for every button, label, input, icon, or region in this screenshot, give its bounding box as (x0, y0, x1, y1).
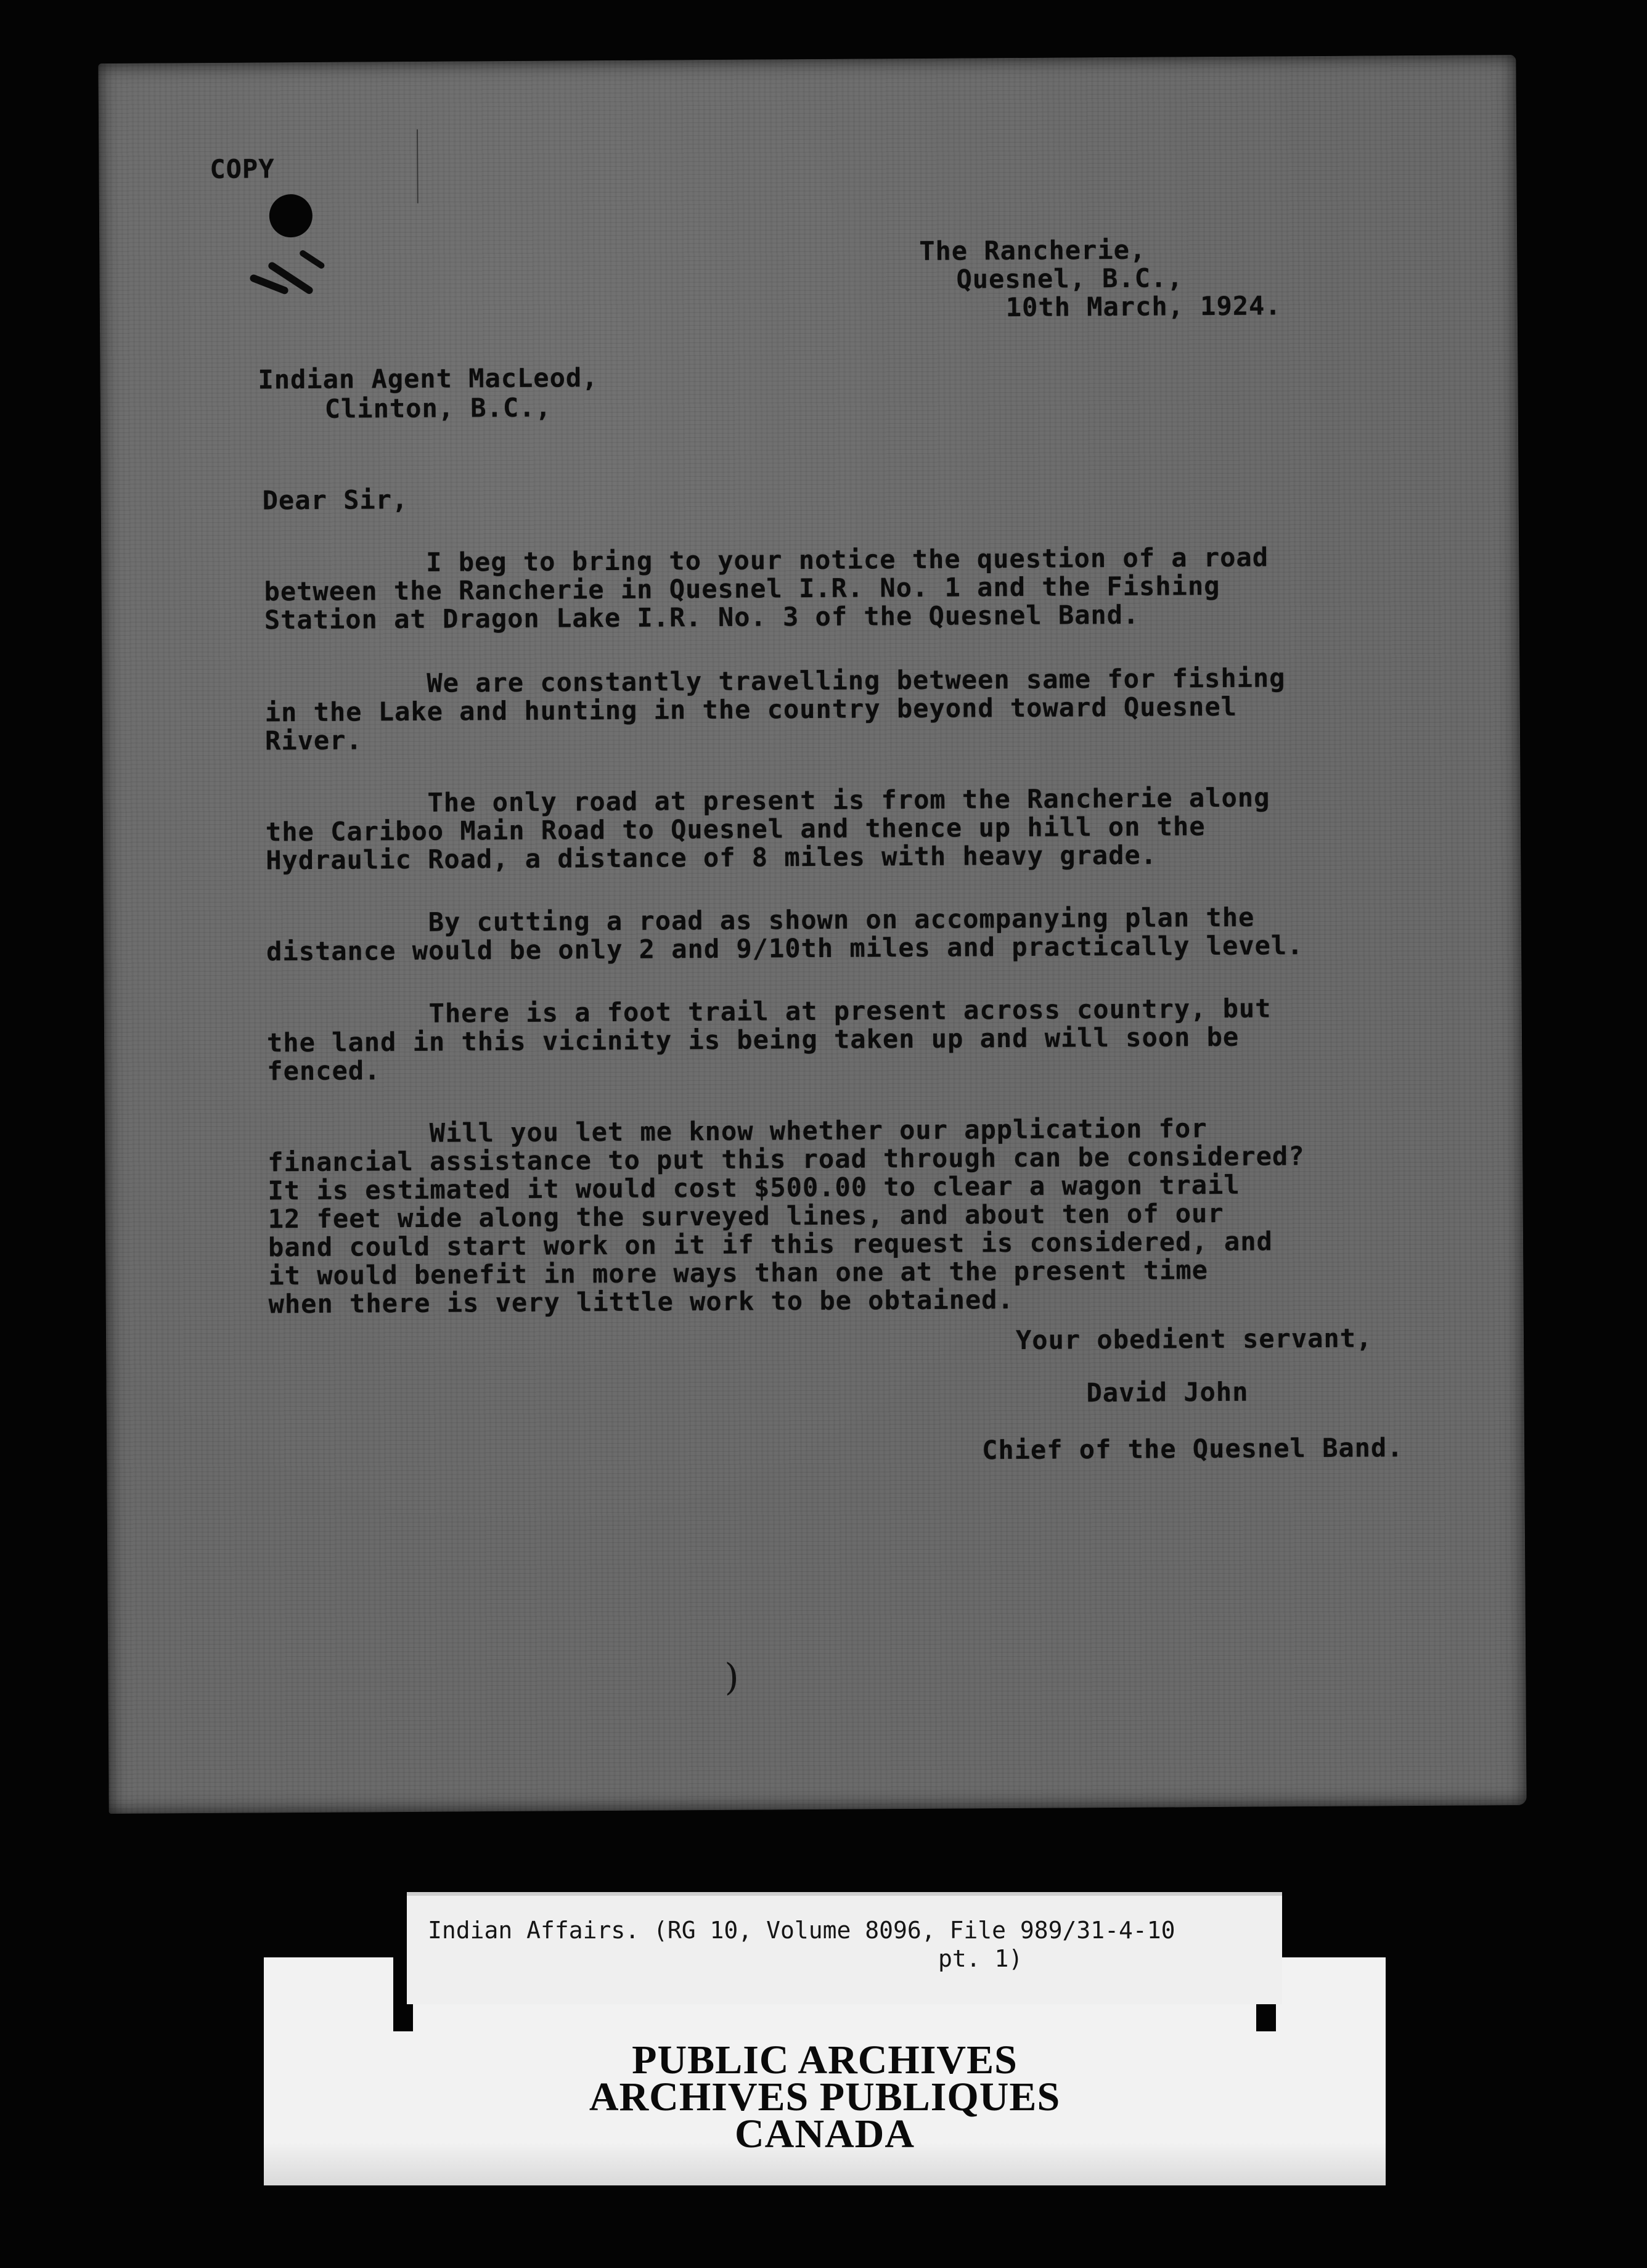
body-line: By cutting a road as shown on accompanying plan the (266, 902, 1255, 939)
copy-label: COPY (210, 153, 275, 184)
body-line: I beg to bring to your notice the question of a road (264, 542, 1269, 579)
signatory-name: David John (1086, 1376, 1249, 1408)
body-line: distance would be only 2 and 9/10th miles and practically level. (266, 930, 1304, 967)
body-line: We are constantly travelling between same for fishing (264, 663, 1286, 700)
archive-reference-line1: Indian Affairs. (RG 10, Volume 8096, File 989/31-4-10 (428, 1917, 1175, 1944)
body-line: in the Lake and hunting in the country beyond toward Quesnel (264, 691, 1238, 728)
sender-address-line1: The Rancherie, (919, 234, 1146, 266)
body-line: It is estimated it would cost $500.00 to clear a wagon trail (268, 1169, 1240, 1206)
body-line: when there is very little work to be obtained. (268, 1284, 1014, 1320)
staple-mark (247, 247, 328, 303)
body-line: Hydraulic Road, a distance of 8 miles with heavy grade. (266, 839, 1158, 876)
pencil-mark: ) (724, 1655, 739, 1699)
archive-stamp-line2: ARCHIVES PUBLIQUES (589, 2074, 1061, 2119)
archive-stamp-line1: PUBLIC ARCHIVES (632, 2038, 1018, 2082)
sender-address-line2: Quesnel, B.C., (956, 263, 1183, 295)
body-line: fenced. (267, 1055, 381, 1087)
punch-hole (269, 194, 313, 237)
letter-page (98, 55, 1526, 1814)
letter-date: 10th March, 1924. (1005, 290, 1281, 323)
salutation: Dear Sir, (262, 484, 409, 516)
body-line: between the Rancherie in Quesnel I.R. No. 1 and the Fishing (264, 570, 1220, 607)
body-line: it would benefit in more ways than one at the present time (268, 1255, 1209, 1291)
body-line: the land in this vicinity is being taken up and will soon be (266, 1021, 1240, 1058)
body-line: 12 feet wide along the surveyed lines, and about ten of our (268, 1197, 1224, 1234)
margin-line (417, 129, 419, 203)
body-line: financial assistance to put this road through can be considered? (268, 1141, 1305, 1178)
body-line: River. (264, 725, 362, 756)
body-line: The only road at present is from the Rancherie along (265, 782, 1270, 819)
body-line: Will you let me know whether our application for (267, 1113, 1208, 1149)
body-line: band could start work on it if this request is considered, and (268, 1226, 1273, 1263)
signatory-title: Chief of the Quesnel Band. (981, 1432, 1404, 1466)
body-line: the Cariboo Main Road to Quesnel and thence up hill on the (265, 811, 1206, 847)
recipient-line2: Clinton, B.C., (324, 392, 552, 424)
closing-line: Your obedient servant, (1015, 1323, 1373, 1355)
body-line: There is a foot trail at present across country, but (266, 993, 1272, 1030)
body-line: Station at Dragon Lake I.R. No. 3 of the Quesnel Band. (264, 599, 1140, 635)
archive-reference-label (407, 1892, 1282, 2004)
recipient-line1: Indian Agent MacLeod, (258, 362, 599, 395)
archive-reference-line2: pt. 1) (938, 1945, 1023, 1972)
archive-stamp-line3: CANADA (735, 2111, 915, 2156)
